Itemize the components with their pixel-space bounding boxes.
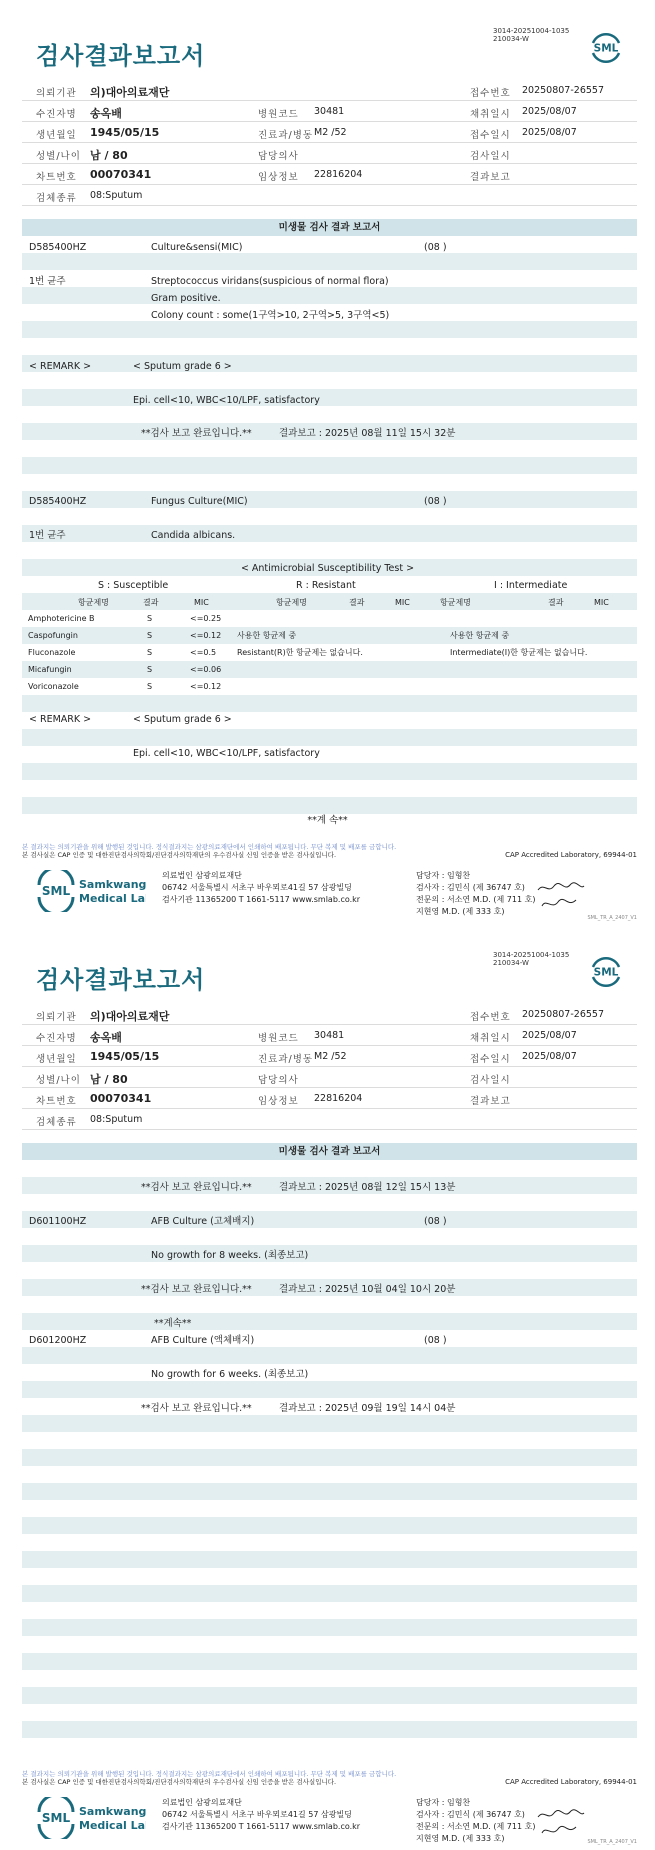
logo-mark: SML: [41, 884, 71, 898]
test-name: Fungus Culture(MIC): [151, 496, 248, 507]
drug-name: Fluconazole: [28, 648, 76, 657]
signature-icon: [536, 1807, 586, 1841]
intermediate-note: Intermediate(I)한 항균제는 없습니다.: [450, 648, 588, 657]
footer-cert: 본 검사실은 CAP 인증 및 대한진단검사의학회/진단검사의학재단의 우수검사실 신임 인증을 받은 검사실입니다.: [22, 851, 337, 859]
remark-label: < REMARK >: [29, 714, 92, 725]
info-row: 성별/나이 남 / 80 담당의사 검사일시: [22, 1067, 637, 1088]
page-title: 검사결과보고서: [36, 966, 206, 994]
col-header-drug: 항균제명: [440, 598, 471, 607]
drug-result: S: [147, 614, 153, 623]
drug-mic: <=0.5: [190, 648, 217, 657]
continue-mark: **계속**: [154, 1318, 192, 1329]
samkwang-logo: [36, 870, 146, 916]
form-code: SML_TR_A_2407_V1: [587, 1839, 637, 1845]
col-header-result: 결과: [349, 598, 365, 607]
drug-mic: <=0.12: [190, 631, 222, 640]
signatory-list: 담당자 : 임형찬 검사자 : 김민식 (제 36747 호) 전문의 : 서소연 M.D. (제 711 호) 지현영 M.D. (제 333 호): [416, 871, 536, 916]
test-name: Culture&sensi(MIC): [151, 242, 243, 253]
organism-label: 1번 균주: [29, 530, 66, 541]
ast-title: < Antimicrobial Susceptibility Test >: [240, 563, 415, 574]
info-row: 수진자명 송옥배 병원코드 30481 채취일시 2025/08/07: [22, 101, 637, 122]
organism-name: Streptococcus viridans(suspicious of normal flora): [151, 276, 389, 287]
colony-count: Colony count : some(1구역>10, 2구역>5, 3구역<5): [151, 310, 390, 321]
footer-warning: 본 결과지는 의뢰기관을 위해 발행된 것입니다. 정식결과지는 삼광의료재단에서 인쇄하여 배포됩니다. 무단 복제 및 배포를 금합니다.: [22, 1770, 397, 1778]
info-row: 검체종류 08:Sputum: [22, 185, 637, 206]
col-header-drug: 항균제명: [276, 598, 307, 607]
lab-address: 의료법인 삼광의료재단 06742 서울특별시 서초구 바우뫼로41길 57 삼광빌딩 검사기관 11365200 T 1661-5117 www.smlab.co.kr: [162, 1798, 361, 1831]
patient-info-table: [22, 1004, 637, 1130]
sml-logo-icon: [589, 31, 623, 65]
sml-logo-icon: [589, 955, 623, 989]
info-row: 의뢰기관 의)대아의료재단 접수번호 20250807-26557: [22, 80, 637, 101]
report-time: 결과보고 : 2025년 10월 04일 10시 20분: [279, 1284, 456, 1295]
lab-address: 의료법인 삼광의료재단 06742 서울특별시 서초구 바우뫼로41길 57 삼광빌딩 검사기관 11365200 T 1661-5117 www.smlab.co.kr: [162, 871, 361, 904]
page-title: 검사결과보고서: [36, 42, 206, 70]
organism-label: 1번 균주: [29, 276, 66, 287]
remark-text: Epi. cell<10, WBC<10/LPF, satisfactory: [133, 395, 320, 406]
patient-info-table: [22, 80, 637, 206]
specimen-code: (08 ): [424, 242, 447, 253]
logo-word: Medical Lab: [79, 892, 146, 905]
test-code: D585400HZ: [29, 496, 87, 507]
col-header-mic: MIC: [594, 598, 609, 607]
samkwang-logo-icon: [36, 1797, 146, 1839]
test-code: D585400HZ: [29, 242, 87, 253]
signature-icon: [536, 880, 586, 914]
logo-word: Samkwang: [79, 1805, 146, 1818]
specimen-code: (08 ): [424, 1335, 447, 1346]
svg-text:SML: SML: [593, 966, 619, 979]
test-name: AFB Culture (액체배지): [151, 1335, 255, 1346]
legend-intermediate: I : Intermediate: [494, 580, 568, 591]
legend-resistant: R : Resistant: [296, 580, 356, 591]
drug-result: S: [147, 682, 153, 691]
info-row: 성별/나이 남 / 80 담당의사 검사일시: [22, 143, 637, 164]
samkwang-logo-icon: [36, 870, 146, 912]
logo-word: Medical Lab: [79, 1819, 146, 1832]
cap-accreditation: CAP Accredited Laboratory, 69944-01: [505, 1778, 637, 1786]
resistant-note: 사용한 항균제 중: [237, 631, 297, 640]
intermediate-note: 사용한 항균제 중: [450, 631, 510, 640]
footer-warning: 본 결과지는 의뢰기관을 위해 발행된 것입니다. 정식결과지는 삼광의료재단에서 인쇄하여 배포됩니다. 무단 복제 및 배포를 금합니다.: [22, 843, 397, 851]
report-complete-msg: **검사 보고 완료입니다.**: [141, 1284, 252, 1295]
drug-mic: <=0.06: [190, 665, 222, 674]
resistant-note: Resistant(R)한 항균제는 없습니다.: [237, 648, 363, 657]
continue-mark: **계 속**: [307, 815, 348, 826]
signatory-list: 담당자 : 임형찬 검사자 : 김민식 (제 36747 호) 전문의 : 서소연 M.D. (제 711 호) 지현영 M.D. (제 333 호): [416, 1798, 536, 1843]
logo-word: Samkwang: [79, 878, 146, 891]
report-time: 결과보고 : 2025년 08월 11일 15시 32분: [279, 428, 456, 439]
gram-stain: Gram positive.: [151, 293, 221, 304]
info-row: 차트번호 00070341 임상정보 22816204 결과보고: [22, 164, 637, 185]
report-complete-msg: **검사 보고 완료입니다.**: [141, 428, 252, 439]
test-result: No growth for 8 weeks. (최종보고): [151, 1250, 309, 1261]
test-code: D601100HZ: [29, 1216, 87, 1227]
cap-accreditation: CAP Accredited Laboratory, 69944-01: [505, 851, 637, 859]
svg-text:SML: SML: [593, 42, 619, 55]
remark-label: < REMARK >: [29, 361, 92, 372]
report-time: 결과보고 : 2025년 08월 12일 15시 13분: [279, 1182, 456, 1193]
drug-name: Voriconazole: [28, 682, 79, 691]
drug-result: S: [147, 648, 153, 657]
drug-name: Micafungin: [28, 665, 72, 674]
document-code: 3014-20251004-1035 210034-W: [493, 27, 570, 43]
info-row: 의뢰기관 의)대아의료재단 접수번호 20250807-26557: [22, 1004, 637, 1025]
info-row: 차트번호 00070341 임상정보 22816204 결과보고: [22, 1088, 637, 1109]
drug-result: S: [147, 631, 153, 640]
col-header-mic: MIC: [395, 598, 410, 607]
remark-text: Epi. cell<10, WBC<10/LPF, satisfactory: [133, 748, 320, 759]
specimen-code: (08 ): [424, 1216, 447, 1227]
drug-name: Caspofungin: [28, 631, 78, 640]
info-row: 수진자명 송옥배 병원코드 30481 채취일시 2025/08/07: [22, 1025, 637, 1046]
report-time: 결과보고 : 2025년 09월 19일 14시 04분: [279, 1403, 456, 1414]
drug-mic: <=0.25: [190, 614, 222, 623]
sputum-grade: < Sputum grade 6 >: [133, 714, 232, 725]
col-header-result: 결과: [143, 598, 159, 607]
footer-cert: 본 검사실은 CAP 인증 및 대한진단검사의학회/진단검사의학재단의 우수검사실 신임 인증을 받은 검사실입니다.: [22, 1778, 337, 1786]
organism-name: Candida albicans.: [151, 530, 236, 541]
section-title: 미생물 검사 결과 보고서: [22, 219, 637, 236]
col-header-mic: MIC: [194, 598, 209, 607]
legend-susceptible: S : Susceptible: [98, 580, 169, 591]
col-header-result: 결과: [548, 598, 564, 607]
drug-mic: <=0.12: [190, 682, 222, 691]
section-title: 미생물 검사 결과 보고서: [22, 1143, 637, 1160]
info-row: 검체종류 08:Sputum: [22, 1109, 637, 1130]
test-name: AFB Culture (고체배지): [151, 1216, 255, 1227]
info-row: 생년월일 1945/05/15 진료과/병동 M2 /52 접수일시 2025/08/07: [22, 1046, 637, 1067]
info-row: 생년월일 1945/05/15 진료과/병동 M2 /52 접수일시 2025/08/07: [22, 122, 637, 143]
col-header-drug: 항균제명: [78, 598, 109, 607]
form-code: SML_TR_A_2407_V1: [587, 915, 637, 921]
drug-result: S: [147, 665, 153, 674]
report-page-2: [0, 925, 655, 1850]
logo-mark: SML: [41, 1811, 71, 1825]
report-complete-msg: **검사 보고 완료입니다.**: [141, 1182, 252, 1193]
test-code: D601200HZ: [29, 1335, 87, 1346]
specimen-code: (08 ): [424, 496, 447, 507]
sputum-grade: < Sputum grade 6 >: [133, 361, 232, 372]
document-code: 3014-20251004-1035 210034-W: [493, 951, 570, 967]
report-complete-msg: **검사 보고 완료입니다.**: [141, 1403, 252, 1414]
test-result: No growth for 6 weeks. (최종보고): [151, 1369, 309, 1380]
drug-name: Amphotericine B: [28, 614, 95, 623]
samkwang-logo: [36, 1797, 146, 1843]
